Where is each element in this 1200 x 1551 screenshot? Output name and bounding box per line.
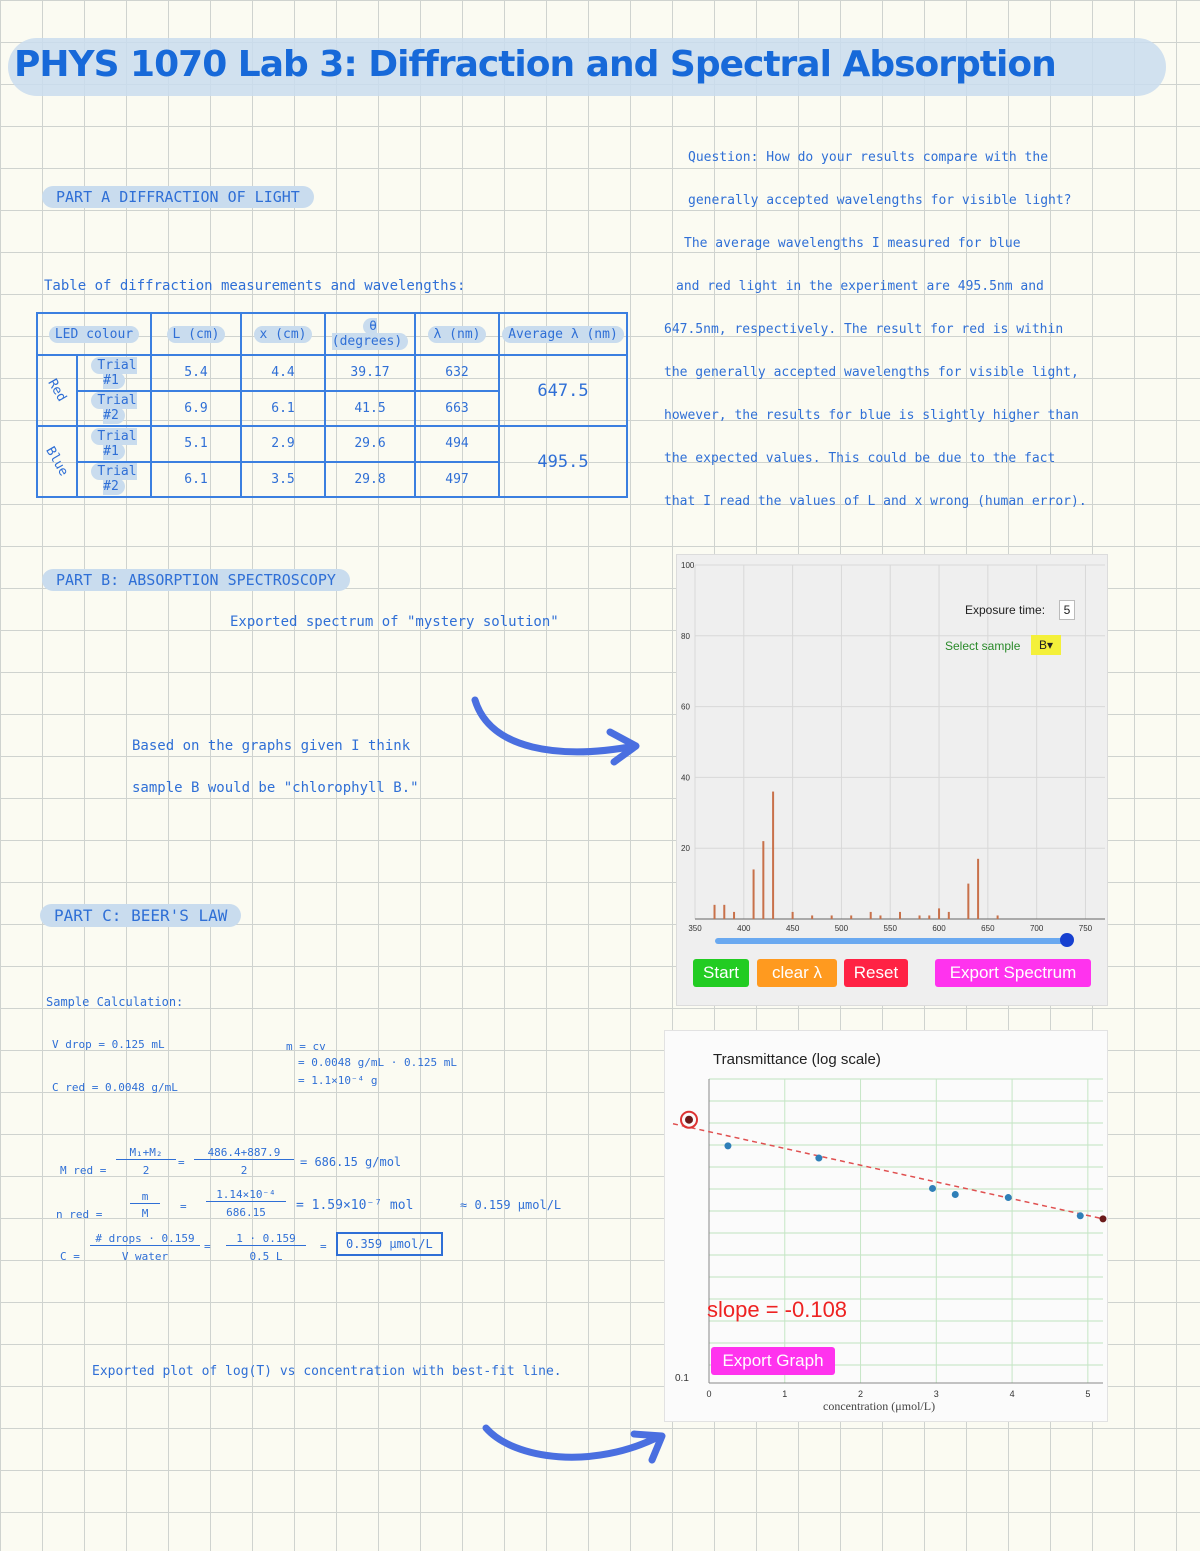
table-cell: 29.8 xyxy=(325,462,415,498)
x-tick-label: 5 xyxy=(1085,1389,1091,1399)
average-blue: 495.5 xyxy=(499,426,627,497)
fraction-bottom: V water xyxy=(121,1250,169,1263)
x-tick-label: 750 xyxy=(1078,924,1093,933)
spectrum-bar xyxy=(899,912,901,919)
clear-lambda-button[interactable]: clear λ xyxy=(757,959,837,987)
molar-mass-result: = 686.15 g/mol xyxy=(300,1155,402,1169)
spectrum-bar xyxy=(753,869,755,919)
x-tick-label: 550 xyxy=(883,924,897,933)
x-tick-label: 4 xyxy=(1009,1389,1015,1399)
col-header-theta: θ (degrees) xyxy=(332,318,408,350)
x-tick-label: 600 xyxy=(932,924,946,933)
data-point xyxy=(929,1185,936,1192)
data-point xyxy=(724,1142,731,1149)
table-cell: 494 xyxy=(415,426,499,462)
colour-red: Red xyxy=(44,376,70,405)
data-point xyxy=(1077,1212,1084,1219)
sample-select[interactable]: B▾ xyxy=(1031,635,1061,655)
fraction-bottom: 686.15 xyxy=(226,1206,266,1219)
y-tick-label: 100 xyxy=(681,561,695,570)
sample-calc-label: Sample Calculation: xyxy=(46,995,184,1009)
x-tick-label: 500 xyxy=(834,924,849,933)
best-fit-line xyxy=(673,1124,1103,1219)
spectrum-bar xyxy=(977,859,979,919)
table-cell: 6.1 xyxy=(151,462,241,498)
x-tick-label: 350 xyxy=(688,924,702,933)
col-header-L: L (cm) xyxy=(167,326,226,343)
c-red: C red = 0.0048 g/mL xyxy=(52,1081,178,1094)
answer-line: however, the results for blue is slightly higher than xyxy=(664,408,1079,423)
answer-line: that I read the values of L and x wrong (human error). xyxy=(664,494,1087,509)
table-cell: 632 xyxy=(415,355,499,391)
y-tick-label: 80 xyxy=(681,631,690,641)
answer-line: 647.5nm, respectively. The result for red is within xyxy=(664,322,1064,337)
data-point xyxy=(952,1191,959,1198)
x-tick-label: 3 xyxy=(933,1389,939,1399)
export-plot-caption: Exported plot of log(T) vs concentration with best-fit line. xyxy=(92,1364,562,1379)
answer-line: the expected values. This could be due to the fact xyxy=(664,451,1056,466)
spectrum-bar xyxy=(997,915,999,919)
x-tick-label: 1 xyxy=(782,1389,788,1399)
spectrum-caption: Exported spectrum of "mystery solution" xyxy=(230,614,559,630)
question-line: generally accepted wavelengths for visible light? xyxy=(688,193,1072,208)
table-cell: 5.1 xyxy=(151,426,241,462)
x-axis-label: concentration (μmol/L) xyxy=(823,1399,936,1413)
equals-sign: = xyxy=(204,1240,211,1253)
col-header-x: x (cm) xyxy=(254,326,313,343)
conclusion-line-1: Based on the graphs given I think xyxy=(132,738,411,754)
select-sample-label: Select sample xyxy=(945,639,1021,653)
spectrum-bar xyxy=(762,841,764,919)
fraction-top: m xyxy=(130,1190,160,1204)
table-cell: 41.5 xyxy=(325,391,415,427)
table-cell: 4.4 xyxy=(241,355,325,391)
col-header-average: Average λ (nm) xyxy=(502,326,624,343)
data-point xyxy=(1005,1194,1012,1201)
y-tick-label: 60 xyxy=(681,702,690,712)
spectrum-bar xyxy=(870,912,872,919)
part-b-heading: PART B: ABSORPTION SPECTROSCOPY xyxy=(42,569,350,591)
question-block xyxy=(664,150,1184,537)
chart-title: Transmittance (log scale) xyxy=(713,1051,881,1068)
export-graph-button[interactable]: Export Graph xyxy=(711,1347,835,1375)
v-drop: V drop = 0.125 mL xyxy=(52,1038,165,1051)
exposure-label: Exposure time: xyxy=(965,603,1046,617)
conclusion-line-2: sample B would be "chlorophyll B." xyxy=(132,780,419,796)
equals-sign: = xyxy=(320,1240,327,1253)
slope-label: slope = -0.108 xyxy=(707,1297,848,1322)
fraction-bottom: 2 xyxy=(142,1164,150,1177)
part-a-heading: PART A DIFFRACTION OF LIGHT xyxy=(42,186,314,208)
arrow-to-graph xyxy=(474,1410,674,1480)
fraction-top: M₁+M₂ xyxy=(116,1146,176,1160)
table-cell: 2.9 xyxy=(241,426,325,462)
spectrum-bar xyxy=(811,915,813,919)
equals-sign: = xyxy=(180,1200,187,1213)
start-button[interactable]: Start xyxy=(693,959,749,987)
x-tick-label: 650 xyxy=(981,924,995,933)
spectrum-bar xyxy=(733,912,735,919)
table-caption: Table of diffraction measurements and wavelengths: xyxy=(44,278,466,294)
col-header-lambda: λ (nm) xyxy=(428,326,487,343)
spectrum-bar xyxy=(792,912,794,919)
data-point xyxy=(1100,1215,1107,1222)
m-line-3: = 1.1×10⁻⁴ g xyxy=(298,1074,378,1087)
moles-label: n red = xyxy=(56,1208,103,1221)
concentration-label: C = xyxy=(60,1250,80,1263)
export-spectrum-button[interactable]: Export Spectrum xyxy=(935,959,1091,987)
transmittance-panel xyxy=(664,1030,1108,1422)
x-tick-label: 450 xyxy=(785,924,800,933)
fraction-top: 1.14×10⁻⁴ xyxy=(206,1188,286,1202)
answer-line: and red light in the experiment are 495.5nm and xyxy=(676,279,1044,294)
table-cell: 3.5 xyxy=(241,462,325,498)
table-cell: 5.4 xyxy=(151,355,241,391)
trial-label: Trial #1 xyxy=(91,428,136,460)
part-c-heading: PART C: BEER'S LAW xyxy=(40,904,241,927)
spectrum-bar xyxy=(948,912,950,919)
y-axis-min-label: 0.1 xyxy=(675,1373,689,1384)
x-tick-label: 700 xyxy=(1029,924,1044,933)
arrow-to-spectrum xyxy=(460,690,650,780)
table-cell: 39.17 xyxy=(325,355,415,391)
spectrum-bar xyxy=(879,915,881,919)
spectrum-bar xyxy=(928,915,930,919)
fraction-top: 486.4+887.9 xyxy=(194,1146,294,1160)
fraction-bottom: 2 xyxy=(240,1164,248,1177)
x-tick-label: 2 xyxy=(858,1389,864,1399)
trial-label: Trial #2 xyxy=(91,392,136,424)
concentration-result: 0.359 μmol/L xyxy=(336,1232,443,1256)
fraction-bottom: 0.5 L xyxy=(249,1250,283,1263)
reset-button[interactable]: Reset xyxy=(844,959,908,987)
y-tick-label: 20 xyxy=(681,844,690,854)
moles-approx: ≈ 0.159 μmol/L xyxy=(460,1198,562,1212)
trial-label: Trial #2 xyxy=(91,463,136,495)
fit-anchor-dot xyxy=(685,1116,693,1124)
table-cell: 663 xyxy=(415,391,499,427)
wavelength-slider-handle[interactable] xyxy=(1060,933,1074,947)
m-equation: m = cv xyxy=(286,1040,326,1053)
question-line: Question: How do your results compare with the xyxy=(688,150,1049,165)
data-point xyxy=(815,1155,822,1162)
exposure-input[interactable]: 5 xyxy=(1059,600,1075,620)
molar-mass-label: M red = xyxy=(60,1164,107,1177)
col-header-led: LED colour xyxy=(49,326,139,343)
table-cell: 497 xyxy=(415,462,499,498)
x-tick-label: 0 xyxy=(706,1389,712,1399)
fraction-top: # drops · 0.159 xyxy=(90,1232,200,1246)
x-tick-label: 400 xyxy=(737,924,751,933)
equals-sign: = xyxy=(178,1156,185,1169)
diffraction-table xyxy=(36,312,628,498)
average-red: 647.5 xyxy=(499,355,627,426)
y-tick-label: 40 xyxy=(681,773,690,783)
spectrum-bar xyxy=(723,905,725,919)
wavelength-slider-track[interactable] xyxy=(715,938,1067,944)
answer-line: the generally accepted wavelengths for visible light, xyxy=(664,365,1079,380)
answer-line: The average wavelengths I measured for blue xyxy=(684,236,1021,251)
fraction-top: 1 · 0.159 xyxy=(226,1232,306,1246)
spectrum-bar xyxy=(919,915,921,919)
spectrum-bar xyxy=(850,915,852,919)
colour-blue: Blue xyxy=(42,444,72,479)
table-cell: 6.9 xyxy=(151,391,241,427)
m-line-2: = 0.0048 g/mL · 0.125 mL xyxy=(298,1056,457,1069)
spectrum-bar xyxy=(938,908,940,919)
table-cell: 29.6 xyxy=(325,426,415,462)
spectrum-bar xyxy=(831,915,833,919)
spectrum-panel xyxy=(676,554,1108,1006)
trial-label: Trial #1 xyxy=(91,357,136,389)
fraction-bottom: M xyxy=(141,1207,149,1220)
table-cell: 6.1 xyxy=(241,391,325,427)
moles-result: = 1.59×10⁻⁷ mol xyxy=(296,1198,414,1213)
spectrum-bar xyxy=(714,905,716,919)
spectrum-bar xyxy=(967,884,969,919)
page-title: PHYS 1070 Lab 3: Diffraction and Spectral Absorption xyxy=(14,44,1056,85)
spectrum-bar xyxy=(772,792,774,919)
